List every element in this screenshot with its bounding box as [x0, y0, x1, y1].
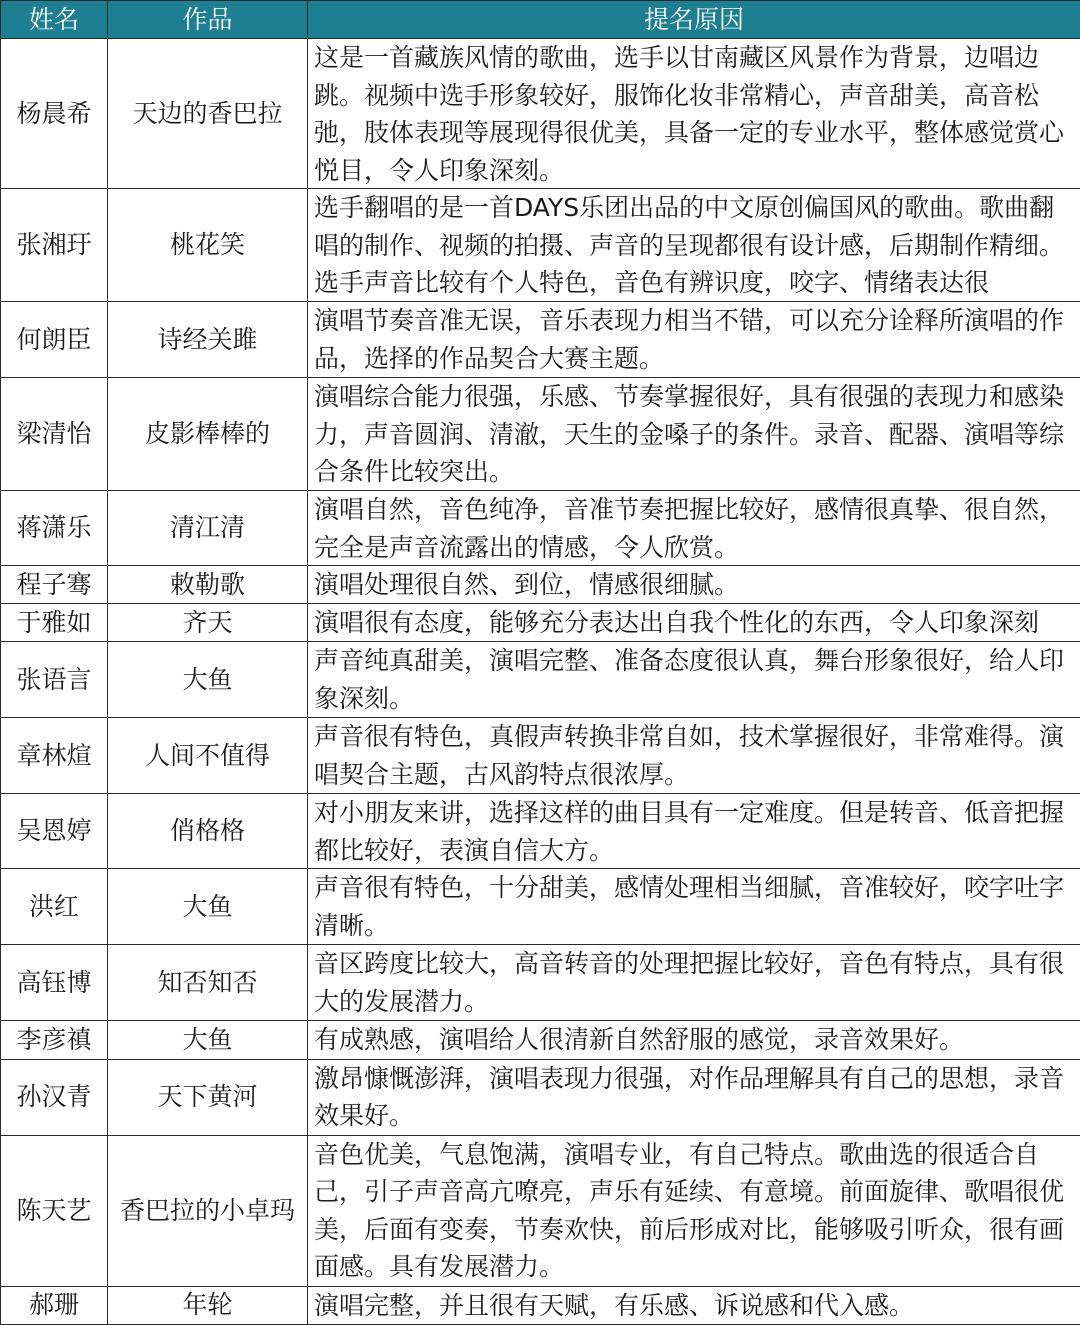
table-row [1, 604, 1080, 642]
cell-name: 孙汉青 [1, 1059, 108, 1135]
cell-reason: 对小朋友来讲，选择这样的曲目具有一定难度。但是转音、低音把握都比较好，表演自信大方。 [314, 794, 1074, 868]
cell-name: 何朗臣 [1, 302, 108, 378]
cell-work: 年轮 [108, 1286, 308, 1324]
table-row [1, 566, 1080, 604]
cell-reason: 演唱处理很自然、到位，情感很细腻。 [314, 566, 1074, 603]
table-row [1, 1135, 1080, 1286]
cell-reason: 演唱自然，音色纯净，音准节奏把握比较好，感情很真挚、很自然，完全是声音流露出的情感，令人欣赏。 [314, 491, 1074, 565]
cell-reason: 选手翻唱的是一首DAYS乐团出品的中文原创偏国风的歌曲。歌曲翻唱的制作、视频的拍摄、声音的呈现都很有设计感，后期制作精细。选手声音比较有个人特色，音色有辨识度，咬字、情绪表达很 [314, 189, 1074, 301]
header-work: 作品 [108, 1, 308, 39]
cell-name: 杨晨希 [1, 39, 108, 189]
table-row [1, 1059, 1080, 1135]
header-name: 姓名 [1, 1, 108, 39]
cell-name: 程子骞 [1, 566, 108, 604]
cell-work: 大鱼 [108, 869, 308, 945]
cell-reason: 这是一首藏族风情的歌曲，选手以甘南藏区风景作为背景，边唱边跳。视频中选手形象较好，服饰化妆非常精心，声音甜美，高音松弛，肢体表现等展现得很优美，具备一定的专业水平，整体感觉赏心悦目，令人印象深刻。 [314, 39, 1074, 188]
cell-work: 大鱼 [108, 642, 308, 718]
cell-work: 香巴拉的小卓玛 [108, 1135, 308, 1286]
table-row [1, 302, 1080, 378]
cell-work: 皮影棒棒的 [108, 378, 308, 491]
cell-work: 人间不值得 [108, 718, 308, 794]
cell-reason: 激昂慷慨澎湃，演唱表现力很强，对作品理解具有自己的思想，录音效果好。 [314, 1060, 1074, 1135]
table-row [1, 39, 1080, 189]
table-row [1, 1021, 1080, 1060]
cell-name: 高钰博 [1, 945, 108, 1021]
cell-work: 敕勒歌 [108, 566, 308, 604]
cell-name: 于雅如 [1, 604, 108, 642]
cell-name: 张湘玗 [1, 189, 108, 302]
header-row [1, 1, 1080, 39]
cell-name: 陈天艺 [1, 1135, 108, 1286]
cell-work: 诗经关雎 [108, 302, 308, 378]
cell-work: 桃花笑 [108, 189, 308, 302]
cell-name: 蒋潇乐 [1, 491, 108, 566]
table-row [1, 1286, 1080, 1324]
cell-name: 吴恩婷 [1, 794, 108, 869]
table-row [1, 718, 1080, 794]
table-row [1, 491, 1080, 566]
cell-reason: 声音很有特色，真假声转换非常自如，技术掌握很好，非常难得。演唱契合主题，古风韵特点很浓厚。 [314, 718, 1074, 793]
table-row [1, 378, 1080, 491]
cell-reason: 演唱完整，并且很有天赋，有乐感、诉说感和代入感。 [314, 1287, 1074, 1324]
table-row [1, 189, 1080, 302]
cell-reason: 演唱很有态度，能够充分表达出自我个性化的东西，令人印象深刻 [314, 604, 1074, 641]
cell-work: 天下黄河 [108, 1059, 308, 1135]
header-reason: 提名原因 [308, 1, 1080, 39]
cell-name: 洪红 [1, 869, 108, 945]
cell-reason: 演唱节奏音准无误，音乐表现力相当不错，可以充分诠释所演唱的作品，选择的作品契合大赛主题。 [314, 302, 1074, 377]
cell-reason: 声音很有特色，十分甜美，感情处理相当细腻，音准较好，咬字吐字清晰。 [314, 869, 1074, 944]
table-row [1, 794, 1080, 869]
cell-reason: 音区跨度比较大，高音转音的处理把握比较好，音色有特点，具有很大的发展潜力。 [314, 945, 1074, 1020]
cell-name: 张语言 [1, 642, 108, 718]
cell-work: 俏格格 [108, 794, 308, 869]
cell-work: 齐天 [108, 604, 308, 642]
cell-reason: 音色优美，气息饱满，演唱专业，有自己特点。歌曲选的很适合自己，引子声音高亢嘹亮，声乐有延续、有意境。前面旋律、歌唱很优美，后面有变奏，节奏欢快，前后形成对比，能够吸引听众，很有画面感。具有发展潜力。 [314, 1136, 1074, 1286]
cell-reason: 有成熟感，演唱给人很清新自然舒服的感觉，录音效果好。 [314, 1021, 1074, 1059]
table-row [1, 642, 1080, 718]
cell-name: 郝珊 [1, 1286, 108, 1324]
cell-work: 大鱼 [108, 1021, 308, 1060]
cell-name: 梁清怡 [1, 378, 108, 491]
table-row [1, 869, 1080, 945]
cell-work: 知否知否 [108, 945, 308, 1021]
cell-reason: 声音纯真甜美，演唱完整、准备态度很认真，舞台形象很好，给人印象深刻。 [314, 642, 1074, 717]
table-row [1, 945, 1080, 1021]
cell-reason: 演唱综合能力很强，乐感、节奏掌握很好，具有很强的表现力和感染力，声音圆润、清澈，天生的金嗓子的条件。录音、配器、演唱等综合条件比较突出。 [314, 378, 1074, 490]
cell-name: 章林煊 [1, 718, 108, 794]
cell-name: 李彦禛 [1, 1021, 108, 1060]
cell-work: 天边的香巴拉 [108, 39, 308, 189]
cell-work: 清江清 [108, 491, 308, 566]
